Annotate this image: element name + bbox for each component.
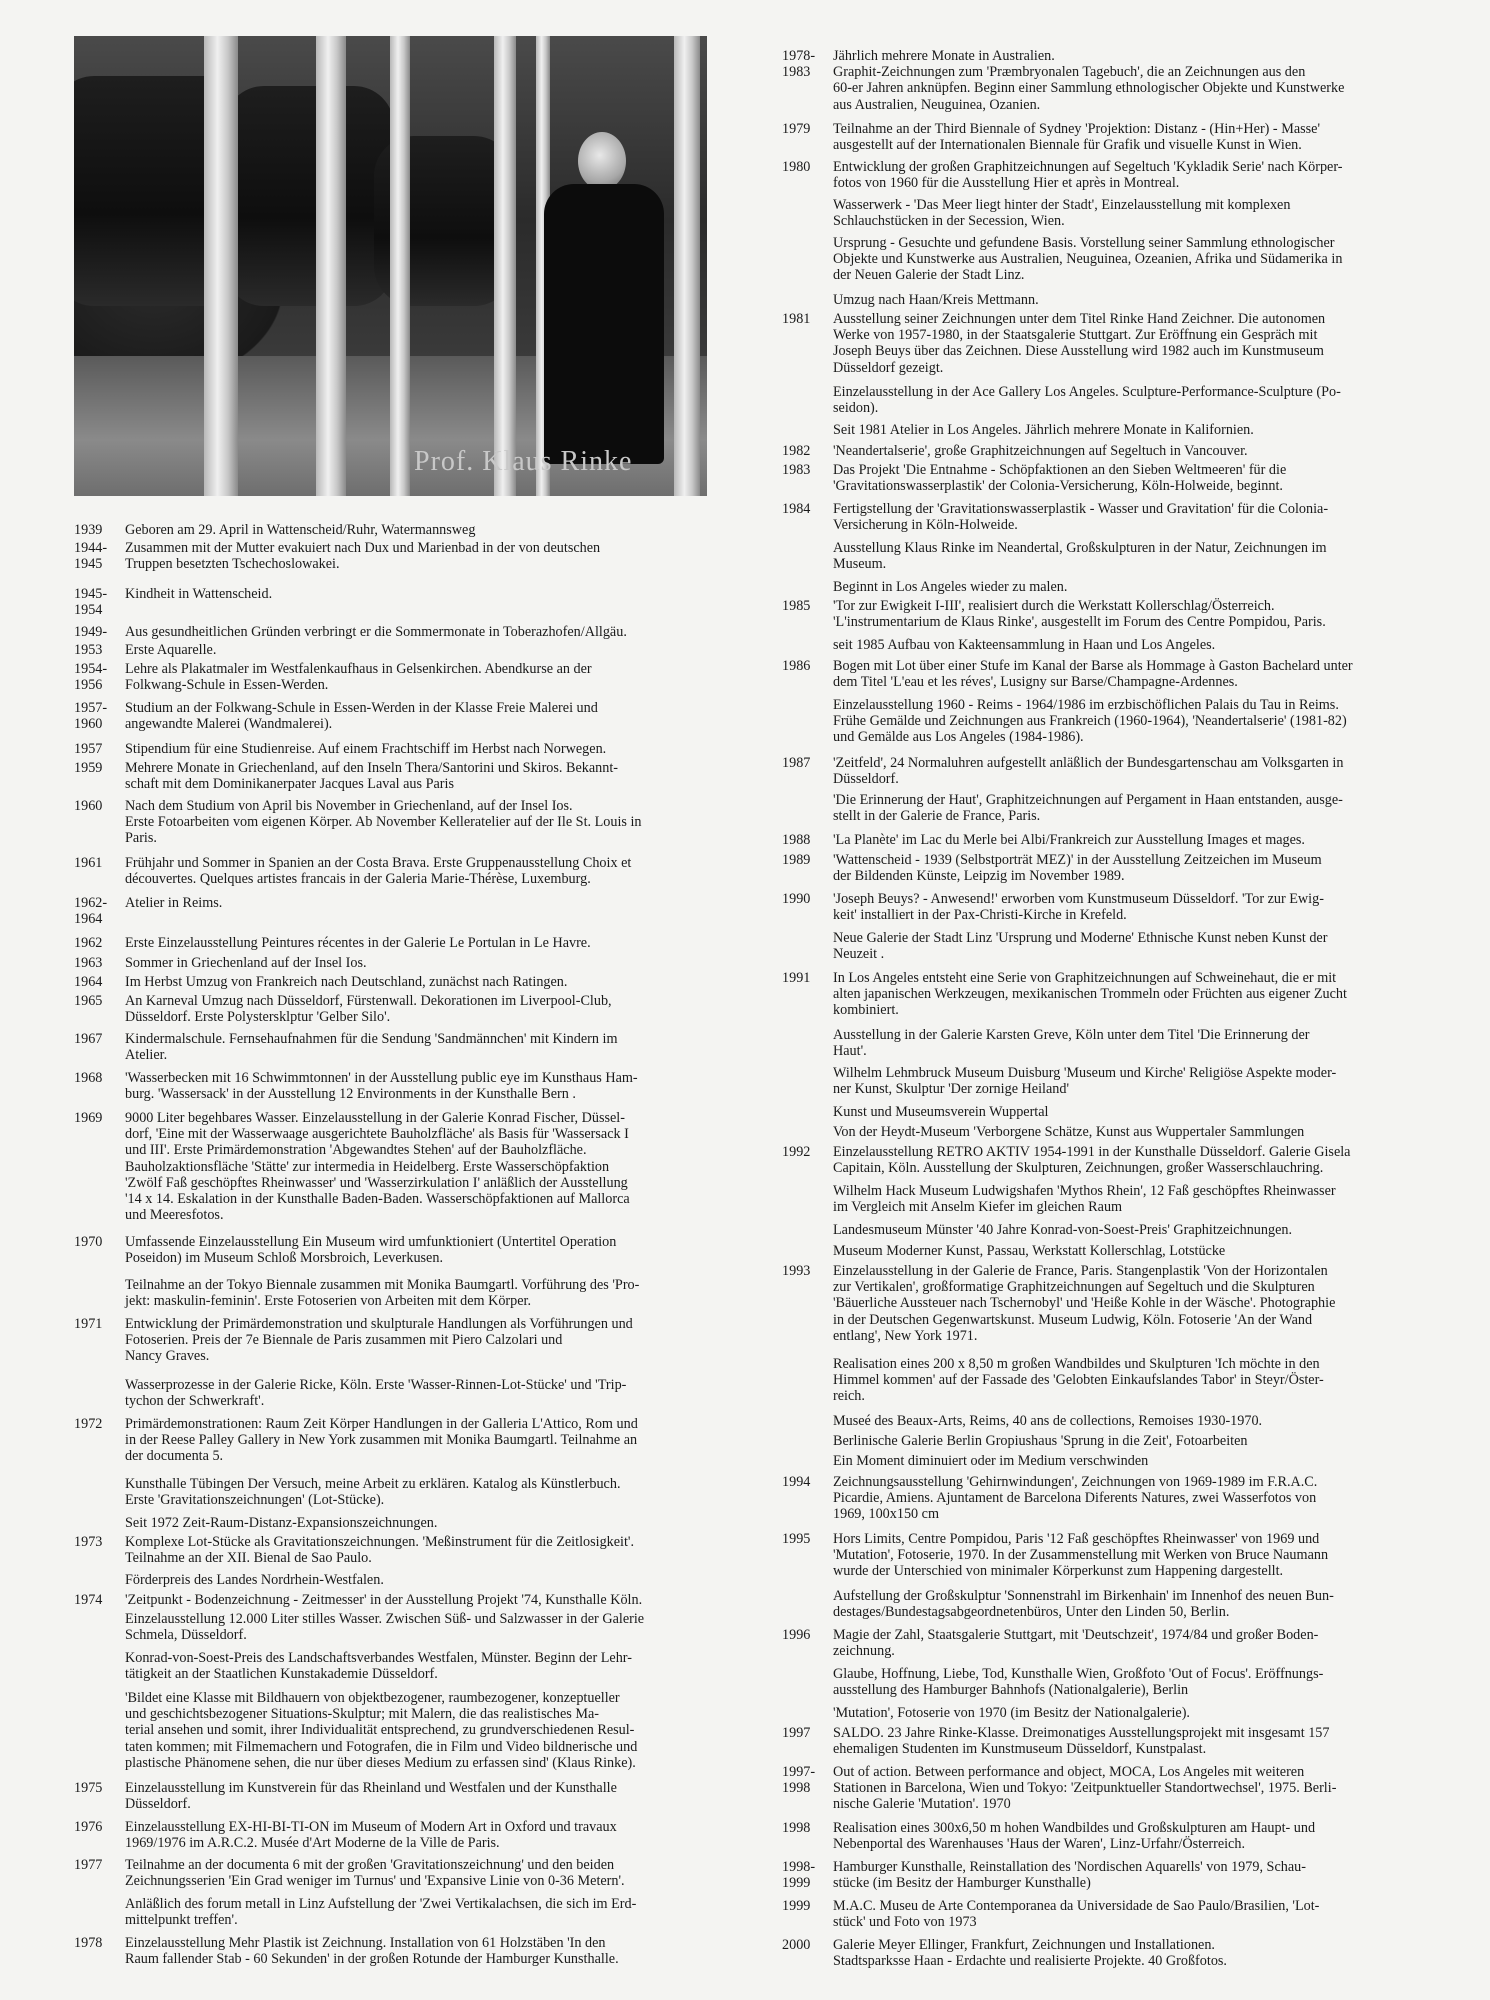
timeline-text: Zusammen mit der Mutter evakuiert nach Dux und Marienbad in der von deutschen Truppen besetzten Tschechoslowakei.	[125, 540, 601, 573]
timeline-text: 'Neandertalserie', große Graphitzeichnungen auf Segeltuch in Vancouver.	[833, 443, 1248, 459]
timeline-entry	[782, 1859, 1422, 1891]
timeline-text: Ausstellung in der Galerie Karsten Greve, Köln unter dem Titel 'Die Erinnerung der Haut'.	[833, 1027, 1310, 1060]
timeline-entry	[782, 579, 1422, 595]
timeline-entry	[74, 522, 714, 538]
timeline-text: Bogen mit Lot über einer Stufe im Kanal der Barse als Hommage à Gaston Bachelard unter dem Titel 'L'eau et les réves', Lusigny sur Barse/Champagne-Ardennes.	[833, 658, 1353, 691]
timeline-text: Stipendium für eine Studienreise. Auf einem Frachtschiff im Herbst nach Norwegen.	[125, 741, 607, 757]
timeline-text: Einzelausstellung 12.000 Liter stilles Wasser. Zwischen Süß- und Salzwasser in der Galerie Schmela, Düsseldorf.	[125, 1611, 645, 1644]
timeline-year: 1970	[74, 1234, 103, 1250]
timeline-entry	[782, 1144, 1422, 1176]
timeline-entry	[782, 1725, 1422, 1757]
timeline-entry	[782, 1413, 1422, 1429]
timeline-entry	[74, 1277, 714, 1309]
timeline-text: Einzelausstellung 1960 - Reims - 1964/1986 im erzbischöflichen Palais du Tau in Reims. Frühe Gemälde und Zeichnungen aus Frankreich (1960-1964), 'Neandertalserie' (1981-82) und Gemälde aus Los Angeles (1984-1986).	[833, 697, 1347, 746]
timeline-text: Anläßlich des forum metall in Linz Aufstellung der 'Zwei Vertikalachsen, die sich im Erd- mittelpunkt treffen'.	[125, 1896, 637, 1929]
timeline-entry	[782, 930, 1422, 962]
timeline-entry	[74, 700, 714, 732]
timeline-text: 'Zeitpunkt - Bodenzeichnung - Zeitmesser' in der Ausstellung Projekt '74, Kunsthalle Köln.	[125, 1592, 643, 1608]
timeline-text: Komplexe Lot-Stücke als Gravitationszeichnungen. 'Meßinstrument für die Zeitlosigkeit'. Teilnahme an der XII. Bienal de Sao Paulo.	[125, 1534, 635, 1567]
timeline-entry	[782, 443, 1422, 459]
timeline-entry	[74, 624, 714, 640]
timeline-year: 1957- 1960	[74, 700, 108, 733]
timeline-entry	[74, 1476, 714, 1508]
timeline-year: 1982	[782, 443, 811, 459]
birch-trunk	[204, 36, 238, 496]
timeline-entry	[782, 48, 1422, 113]
timeline-entry	[74, 1650, 714, 1682]
timeline-entry	[74, 642, 714, 658]
timeline-year: 1981	[782, 311, 811, 327]
timeline-text: Aufstellung der Großskulptur 'Sonnenstrahl im Birkenhain' im Innenhof des neuen Bun- destages/Bundestagsabgeordnetenbüros, Unter den Linden 50, Berlin.	[833, 1588, 1334, 1621]
timeline-text: Landesmuseum Münster '40 Jahre Konrad-von-Soest-Preis' Graphitzeichnungen.	[833, 1222, 1293, 1238]
timeline-year: 1971	[74, 1316, 103, 1332]
timeline-text: Einzelausstellung Mehr Plastik ist Zeichnung. Installation von 61 Holzstäben 'In den Raum fallender Stab - 60 Sekunden' in der großen Rotunde der Hamburger Kunsthalle.	[125, 1935, 619, 1968]
timeline-text: Umfassende Einzelausstellung Ein Museum wird umfunktioniert (Untertitel Operation Poseidon) im Museum Schloß Morsbroich, Leverkusen.	[125, 1234, 617, 1267]
timeline-year: 1977	[74, 1857, 103, 1873]
timeline-year: 1949-	[74, 624, 108, 640]
timeline-entry	[782, 311, 1422, 376]
timeline-entry	[74, 1534, 714, 1566]
timeline-entry	[782, 540, 1422, 572]
timeline-entry	[782, 422, 1422, 438]
timeline-entry	[782, 637, 1422, 653]
timeline-year: 1987	[782, 755, 811, 771]
timeline-text: Von der Heydt-Museum 'Verborgene Schätze, Kunst aus Wuppertaler Sammlungen	[833, 1124, 1305, 1140]
timeline-text: Wilhelm Hack Museum Ludwigshafen 'Mythos Rhein', 12 Faß geschöpftes Rheinwasser im Vergleich mit Anselm Kiefer im gleichen Raum	[833, 1183, 1336, 1216]
timeline-text: Geboren am 29. April in Wattenscheid/Ruhr, Watermannsweg	[125, 522, 476, 538]
person-figure	[544, 132, 664, 462]
timeline-entry	[74, 1572, 714, 1588]
timeline-entry	[782, 1222, 1422, 1238]
timeline-entry	[74, 1690, 714, 1771]
timeline-text: Teilnahme an der Third Biennale of Sydney 'Projektion: Distanz - (Hin+Her) - Masse' ausgestellt auf der Internationalen Biennale für Grafik und visuelle Kunst in Wien.	[833, 121, 1321, 154]
timeline-entry	[782, 852, 1422, 884]
timeline-text: Im Herbst Umzug von Frankreich nach Deutschland, zunächst nach Ratingen.	[125, 974, 568, 990]
timeline-text: Kunst und Museumsverein Wuppertal	[833, 1104, 1049, 1120]
timeline-entry	[74, 1896, 714, 1928]
timeline-entry	[782, 1183, 1422, 1215]
timeline-text: Atelier in Reims.	[125, 895, 223, 911]
timeline-text: M.A.C. Museu de Arte Contemporanea da Universidade de Sao Paulo/Brasilien, 'Lot- stück' und Foto von 1973	[833, 1898, 1320, 1931]
timeline-entry	[74, 993, 714, 1025]
timeline-entry	[74, 1110, 714, 1223]
timeline-text: Wasserwerk - 'Das Meer liegt hinter der Stadt', Einzelausstellung mit komplexen Schlauchstücken in der Secession, Wien.	[833, 197, 1291, 230]
person-body	[544, 184, 664, 464]
timeline-text: Einzelausstellung in der Ace Gallery Los Angeles. Sculpture-Performance-Sculpture (Po- seidon).	[833, 384, 1341, 417]
timeline-entry	[74, 955, 714, 971]
timeline-year: 1997	[782, 1725, 811, 1741]
timeline-entry	[74, 798, 714, 847]
timeline-entry	[782, 1433, 1422, 1449]
timeline-text: 'Wasserbecken mit 16 Schwimmtonnen' in der Ausstellung public eye im Kunsthaus Ham- burg. 'Wassersack' in der Ausstellung 12 Environments in der Kunsthalle Bern .	[125, 1070, 638, 1103]
timeline-text: Wasserprozesse in der Galerie Ricke, Köln. Erste 'Wasser-Rinnen-Lot-Stücke' und 'Trip- tychon der Schwerkraft'.	[125, 1377, 627, 1410]
timeline-entry	[782, 501, 1422, 533]
timeline-text: Hors Limits, Centre Pompidou, Paris '12 Faß geschöpftes Rheinwasser' von 1969 und 'Mutation', Fotoserie, 1970. In der Zusammenstellung mit Werken von Bruce Naumann wurde der Unterschied von minimaler Körperkunst zum Happening dargestellt.	[833, 1531, 1329, 1580]
timeline-year: 1960	[74, 798, 103, 814]
timeline-year: 1957	[74, 741, 103, 757]
timeline-year: 1964	[74, 974, 103, 990]
timeline-entry	[74, 540, 714, 572]
birch-trunk	[316, 36, 346, 496]
timeline-entry	[74, 1234, 714, 1266]
timeline-year: 1944- 1945	[74, 540, 108, 573]
timeline-text: Seit 1972 Zeit-Raum-Distanz-Expansionszeichnungen.	[125, 1515, 438, 1531]
timeline-text: Berlinische Galerie Berlin Gropiushaus 'Sprung in die Zeit', Fotoarbeiten	[833, 1433, 1248, 1449]
timeline-text: Neue Galerie der Stadt Linz 'Ursprung und Moderne' Ethnische Kunst neben Kunst der Neuzeit .	[833, 930, 1328, 963]
timeline-entry	[782, 970, 1422, 1019]
timeline-entry	[74, 1592, 714, 1608]
timeline-entry	[782, 658, 1422, 690]
timeline-text: Einzelausstellung EX-HI-BI-TI-ON im Museum of Modern Art in Oxford und travaux 1969/1976 im A.R.C.2. Musée d'Art Moderne de la Ville de Paris.	[125, 1819, 617, 1852]
timeline-year: 1962	[74, 935, 103, 951]
timeline-entry	[74, 661, 714, 693]
timeline-text: Teilnahme an der documenta 6 mit der großen 'Gravitationszeichnung' und den beiden Zeichnungsserien 'Ein Grad weniger im Turnus' und 'Expansive Linie von 0-36 Metern'.	[125, 1857, 625, 1890]
timeline-entry	[782, 1820, 1422, 1852]
timeline-text: Studium an der Folkwang-Schule in Essen-Werden in der Klasse Freie Malerei und angewandte Malerei (Wandmalerei).	[125, 700, 598, 733]
timeline-entry	[782, 1243, 1422, 1259]
timeline-text: In Los Angeles entsteht eine Serie von Graphitzeichnungen auf Schweinehaut, die er mit alten japanischen Werkzeugen, mexikanischen Trommeln oder Früchten aus eigener Zucht kombiniert.	[833, 970, 1347, 1019]
timeline-year: 1991	[782, 970, 811, 986]
timeline-entry	[74, 1935, 714, 1967]
timeline-entry	[782, 1898, 1422, 1930]
timeline-text: SALDO. 23 Jahre Rinke-Klasse. Dreimonatiges Ausstellungsprojekt mit insgesamt 157 ehemaligen Studenten im Kunstmuseum Düsseldorf, Kunstpalast.	[833, 1725, 1330, 1758]
timeline-year: 1959	[74, 760, 103, 776]
timeline-entry	[74, 935, 714, 951]
timeline-entry	[782, 832, 1422, 848]
timeline-year: 1961	[74, 855, 103, 871]
timeline-entry	[782, 121, 1422, 153]
timeline-text: Entwicklung der großen Graphitzeichnungen auf Segeltuch 'Kykladik Serie' nach Körper- fotos von 1960 für die Ausstellung Hier et après in Montreal.	[833, 159, 1343, 192]
timeline-entry	[782, 1705, 1422, 1721]
timeline-entry	[782, 891, 1422, 923]
timeline-entry	[74, 1611, 714, 1643]
timeline-year: 1992	[782, 1144, 811, 1160]
timeline-year: 2000	[782, 1937, 811, 1953]
timeline-year: 1968	[74, 1070, 103, 1086]
black-tank-shape	[224, 86, 394, 306]
timeline-text: Einzelausstellung im Kunstverein für das Rheinland und Westfalen und der Kunsthalle Düsseldorf.	[125, 1780, 617, 1813]
timeline-text: Ausstellung Klaus Rinke im Neandertal, Großskulpturen in der Natur, Zeichnungen im Museum.	[833, 540, 1327, 573]
timeline-text: 9000 Liter begehbares Wasser. Einzelausstellung in der Galerie Konrad Fischer, Düssel- dorf, 'Eine mit der Wasserwaage ausgerichtete Bauholzfläche' als Basis für 'Wassersack I und III'. Erste Primärdemonstration 'Abgewandtes Stehen' auf der Bauholzfläche. Bauholzaktionsfläche 'Stätte' zur intermedia in Heidelberg. Erste Wasserschöpfaktion 'Zwölf Faß geschöpftes Rheinwasser' und 'Wasserzirkulation I' anläßlich der Ausstellung '14 x 14. Eskalation in der Kunsthalle Baden-Baden. Wasserschöpfaktionen auf Mallorca und Meeresfotos.	[125, 1110, 630, 1224]
timeline-year: 1999	[782, 1898, 811, 1914]
timeline-text: 'Mutation', Fotoserie von 1970 (im Besitz der Nationalgalerie).	[833, 1705, 1190, 1721]
timeline-text: Frühjahr und Sommer in Spanien an der Costa Brava. Erste Gruppenausstellung Choix et découvertes. Quelques artistes francais in der Galeria Marie-Thérèse, Luxemburg.	[125, 855, 632, 888]
timeline-year: 1965	[74, 993, 103, 1009]
timeline-year: 1994	[782, 1474, 811, 1490]
timeline-year: 1973	[74, 1534, 103, 1550]
timeline-entry	[74, 855, 714, 887]
person-head	[578, 132, 626, 190]
timeline-entry	[782, 1666, 1422, 1698]
timeline-year: 1969	[74, 1110, 103, 1126]
timeline-year: 1974	[74, 1592, 103, 1608]
timeline-entry	[782, 1124, 1422, 1140]
timeline-entry	[782, 1764, 1422, 1813]
timeline-entry	[782, 1356, 1422, 1405]
timeline-entry	[782, 159, 1422, 191]
timeline-entry	[782, 292, 1422, 308]
timeline-entry	[782, 1453, 1422, 1469]
timeline-entry	[782, 197, 1422, 229]
timeline-text: Förderpreis des Landes Nordrhein-Westfalen.	[125, 1572, 384, 1588]
timeline-text: Beginnt in Los Angeles wieder zu malen.	[833, 579, 1068, 595]
timeline-year: 1989	[782, 852, 811, 868]
timeline-text: Sommer in Griechenland auf der Insel Ios.	[125, 955, 367, 971]
birch-trunk	[494, 36, 516, 496]
timeline-text: Realisation eines 200 x 8,50 m großen Wandbildes und Skulpturen 'Ich möchte in den Himmel kommen' auf der Fassade des 'Gelobten Einkaufslandes Tabor' in Steyr/Öster- reich.	[833, 1356, 1324, 1405]
photo-caption: Prof. Klaus Rinke	[414, 446, 633, 477]
timeline-year: 1975	[74, 1780, 103, 1796]
timeline-entry	[782, 384, 1422, 416]
timeline-text: 'Bildet eine Klasse mit Bildhauern von objektbezogener, raumbezogener, konzeptueller und geschichtsbezogener Situations-Skulptur; mit Malern, die das realistisches Ma- terial ansehen und somit, ihrer Individualität entsprechend, zu grundverschiedenen Resul- taten kommen; mit Filmemachern und Fotografen, die in Film und Video bildnerische und plastische Phänomene sehen, die nur über dieses Medium zu erfassen sind' (Klaus Rinke).	[125, 1690, 638, 1771]
timeline-year: 1984	[782, 501, 811, 517]
timeline-entry	[74, 1857, 714, 1889]
timeline-entry	[782, 1531, 1422, 1580]
timeline-text: Zeichnungsausstellung 'Gehirnwindungen', Zeichnungen von 1969-1989 im F.R.A.C. Picardie, Amiens. Ajuntament de Barcelona Diferents Natures, zwei Wasserfotos von 1969, 100x150 cm	[833, 1474, 1318, 1523]
timeline-entry	[74, 974, 714, 990]
timeline-text: 'Wattenscheid - 1939 (Selbstporträt MEZ)' in der Ausstellung Zeitzeichen im Museum der Bildenden Künste, Leipzig im November 1989.	[833, 852, 1322, 885]
timeline-text: Primärdemonstrationen: Raum Zeit Körper Handlungen in der Galleria L'Attico, Rom und in der Reese Palley Gallery in New York zusammen mit Monika Baumgartl. Teilnahme an der documenta 5.	[125, 1416, 638, 1465]
timeline-year: 1945- 1954	[74, 586, 108, 619]
timeline-text: Out of action. Between performance and object, MOCA, Los Angeles mit weiteren Stationen in Barcelona, Wien und Tokyo: 'Zeitpunktueller Standortwechsel', 1975. Berli- nische Galerie 'Mutation'. 1970	[833, 1764, 1337, 1813]
portrait-photo	[74, 36, 707, 496]
timeline-year: 1998	[782, 1820, 811, 1836]
birch-trunk	[674, 36, 700, 496]
timeline-year: 1976	[74, 1819, 103, 1835]
timeline-year: 1963	[74, 955, 103, 971]
timeline-text: Das Projekt 'Die Entnahme - Schöpfaktionen an den Sieben Weltmeeren' für die 'Gravitationswasserplastik' der Colonia-Versicherung, Köln-Holweide, beginnt.	[833, 462, 1287, 495]
timeline-text: Ursprung - Gesuchte und gefundene Basis. Vorstellung seiner Sammlung ethnologischer Objekte und Kunstwerke aus Australien, Neuguinea, Ozeanien, Afrika und Südamerika in der Neuen Galerie der Stadt Linz.	[833, 235, 1343, 284]
timeline-text: Wilhelm Lehmbruck Museum Duisburg 'Museum und Kirche' Religiöse Aspekte moder- ner Kunst, Skulptur 'Der zornige Heiland'	[833, 1065, 1337, 1098]
timeline-year: 1939	[74, 522, 103, 538]
timeline-text: Jährlich mehrere Monate in Australien. Graphit-Zeichnungen zum 'Præmbryonalen Tagebuch', die an Zeichnungen aus den 60-er Jahren anknüpfen. Beginn einer Sammlung ethnologischer Objekte und Kunstwerke aus Australien, Neuguinea, Ozanien.	[833, 48, 1345, 113]
timeline-year: 1995	[782, 1531, 811, 1547]
timeline-entry	[782, 1065, 1422, 1097]
timeline-entry	[782, 598, 1422, 630]
timeline-entry	[782, 1474, 1422, 1523]
timeline-entry	[74, 741, 714, 757]
timeline-entry	[782, 697, 1422, 746]
timeline-text: Einzelausstellung RETRO AKTIV 1954-1991 in der Kunsthalle Düsseldorf. Galerie Gisela Capitain, Köln. Ausstellung der Skulpturen, Zeichnungen, großer Wasserschlauchring.	[833, 1144, 1351, 1177]
timeline-year: 1997- 1998	[782, 1764, 816, 1797]
timeline-text: Aus gesundheitlichen Gründen verbringt er die Sommermonate in Toberazhofen/Allgäu.	[125, 624, 627, 640]
timeline-text: 'Tor zur Ewigkeit I-III', realisiert durch die Werkstatt Kollerschlag/Österreich. 'L'instrumentarium de Klaus Rinke', ausgestellt im Forum des Centre Pompidou, Paris.	[833, 598, 1326, 631]
timeline-entry	[74, 895, 714, 928]
timeline-entry	[74, 1515, 714, 1531]
timeline-entry	[782, 1263, 1422, 1344]
timeline-year: 1983	[782, 462, 811, 478]
timeline-entry	[74, 760, 714, 792]
timeline-year: 1967	[74, 1031, 103, 1047]
timeline-text: Kindheit in Wattenscheid.	[125, 586, 273, 602]
timeline-text: seit 1985 Aufbau von Kakteensammlung in Haan und Los Angeles.	[833, 637, 1216, 653]
timeline-text: Lehre als Plakatmaler im Westfalenkaufhaus in Gelsenkirchen. Abendkurse an der Folkwang-Schule in Essen-Werden.	[125, 661, 592, 694]
timeline-text: Magie der Zahl, Staatsgalerie Stuttgart, mit 'Deutschzeit', 1974/84 und großer Boden- zeichnung.	[833, 1627, 1319, 1660]
timeline-year: 1985	[782, 598, 811, 614]
timeline-year: 1954- 1956	[74, 661, 108, 694]
timeline-text: Museum Moderner Kunst, Passau, Werkstatt Kollerschlag, Lotstücke	[833, 1243, 1226, 1259]
timeline-year: 1988	[782, 832, 811, 848]
timeline-entry	[782, 1627, 1422, 1659]
timeline-year: 1986	[782, 658, 811, 674]
timeline-text: Kindermalschule. Fernsehaufnahmen für die Sendung 'Sandmännchen' mit Kindern im Atelier.	[125, 1031, 618, 1064]
timeline-entry	[782, 1937, 1422, 1969]
timeline-text: Umzug nach Haan/Kreis Mettmann.	[833, 292, 1039, 308]
timeline-text: Einzelausstellung in der Galerie de France, Paris. Stangenplastik 'Von der Horizontalen zur Vertikalen', großformatige Graphitzeichnungen auf Segeltuch und die Skulpturen 'Bäuerliche Aussteuer nach Tschernobyl' und 'Heiße Kohle in der Wäsche'. Photographie in der Deutschen Gegenwartskunst. Museum Ludwig, Köln. Fotoserie 'An der Wand entlang', New York 1971.	[833, 1263, 1336, 1344]
timeline-year: 1980	[782, 159, 811, 175]
timeline-year: 1962- 1964	[74, 895, 108, 928]
timeline-text: Nach dem Studium von April bis November in Griechenland, auf der Insel Ios. Erste Fotoarbeiten vom eigenen Körper. Ab November Kelleratelier auf der Ile St. Louis in Paris.	[125, 798, 642, 847]
timeline-text: 'Die Erinnerung der Haut', Graphitzeichnungen auf Pergament in Haan entstanden, ausge- stellt in der Galerie de France, Paris.	[833, 792, 1343, 825]
timeline-year: 1972	[74, 1416, 103, 1432]
timeline-entry	[74, 1819, 714, 1851]
timeline-text: Kunsthalle Tübingen Der Versuch, meine Arbeit zu erklären. Katalog als Künstlerbuch. Erste 'Gravitationszeichnungen' (Lot-Stücke).	[125, 1476, 621, 1509]
timeline-text: Erste Einzelausstellung Peintures récentes in der Galerie Le Portulan in Le Havre.	[125, 935, 591, 951]
timeline-year: 1953	[74, 642, 103, 658]
timeline-year: 1978	[74, 1935, 103, 1951]
timeline-text: Ein Moment diminuiert oder im Medium verschwinden	[833, 1453, 1149, 1469]
timeline-text: Glaube, Hoffnung, Liebe, Tod, Kunsthalle Wien, Großfoto 'Out of Focus'. Eröffnungs- ausstellung des Hamburger Bahnhofs (Nationalgalerie), Berlin	[833, 1666, 1324, 1699]
timeline-text: Museé des Beaux-Arts, Reims, 40 ans de collections, Remoises 1930-1970.	[833, 1413, 1263, 1429]
timeline-text: Fertigstellung der 'Gravitationswasserplastik - Wasser und Gravitation' für die Colonia- Versicherung in Köln-Holweide.	[833, 501, 1329, 534]
timeline-text: 'Zeitfeld', 24 Normaluhren aufgestellt anläßlich der Bundesgartenschau am Volksgarten in Düsseldorf.	[833, 755, 1344, 788]
timeline-text: 'La Planète' im Lac du Merle bei Albi/Frankreich zur Ausstellung Images et mages.	[833, 832, 1305, 848]
timeline-text: Mehrere Monate in Griechenland, auf den Inseln Thera/Santorini und Skiros. Bekannt- schaft mit dem Dominikanerpater Jacques Laval aus Paris	[125, 760, 619, 793]
timeline-text: Teilnahme an der Tokyo Biennale zusammen mit Monika Baumgartl. Vorführung des 'Pro- jekt: maskulin-feminin'. Erste Fotoserien von Arbeiten mit dem Körper.	[125, 1277, 640, 1310]
timeline-entry	[74, 1416, 714, 1465]
timeline-entry	[782, 1104, 1422, 1120]
timeline-entry	[782, 755, 1422, 787]
timeline-entry	[782, 1027, 1422, 1059]
timeline-entry	[74, 586, 714, 619]
timeline-text: Realisation eines 300x6,50 m hohen Wandbildes und Großskulpturen am Haupt- und Nebenportal des Warenhauses 'Haus der Waren', Linz-Urfahr/Österreich.	[833, 1820, 1316, 1853]
timeline-entry	[74, 1031, 714, 1063]
timeline-entry	[74, 1316, 714, 1365]
timeline-text: Entwicklung der Primärdemonstration und skulpturale Handlungen als Vorführungen und Fotoserien. Preis der 7e Biennale de Paris zusammen mit Piero Calzolari und Nancy Graves.	[125, 1316, 633, 1365]
timeline-entry	[782, 1588, 1422, 1620]
timeline-text: Erste Aquarelle.	[125, 642, 217, 658]
timeline-year: 1998- 1999	[782, 1859, 816, 1892]
timeline-entry	[74, 1780, 714, 1812]
timeline-entry	[782, 792, 1422, 824]
timeline-text: Konrad-von-Soest-Preis des Landschaftsverbandes Westfalen, Münster. Beginn der Lehr- tätigkeit an der Staatlichen Kunstakademie Düsseldorf.	[125, 1650, 632, 1683]
timeline-text: Seit 1981 Atelier in Los Angeles. Jährlich mehrere Monate in Kalifornien.	[833, 422, 1254, 438]
timeline-year: 1993	[782, 1263, 811, 1279]
timeline-entry	[782, 235, 1422, 284]
timeline-text: 'Joseph Beuys? - Anwesend!' erworben vom Kunstmuseum Düsseldorf. 'Tor zur Ewig- keit' installiert in der Pax-Christi-Kirche in Krefeld.	[833, 891, 1324, 924]
timeline-entry	[782, 462, 1422, 494]
timeline-year: 1996	[782, 1627, 811, 1643]
timeline-text: Ausstellung seiner Zeichnungen unter dem Titel Rinke Hand Zeichner. Die autonomen Werke von 1957-1980, in der Staatsgalerie Stuttgart. Zur Eröffnung ein Gespräch mit Joseph Beuys über das Zeichnen. Diese Ausstellung wird 1982 auch im Kunstmuseum Düsseldorf gezeigt.	[833, 311, 1326, 376]
timeline-year: 1978- 1983	[782, 48, 816, 81]
birch-trunk	[390, 36, 410, 496]
timeline-entry	[74, 1377, 714, 1409]
timeline-year: 1979	[782, 121, 811, 137]
timeline-text: Hamburger Kunsthalle, Reinstallation des 'Nordischen Aquarells' von 1979, Schau- stücke (im Besitz der Hamburger Kunsthalle)	[833, 1859, 1306, 1892]
timeline-entry	[74, 1070, 714, 1102]
timeline-text: Galerie Meyer Ellinger, Frankfurt, Zeichnungen und Installationen. Stadtsparksse Haan - Erdachte und realisierte Projekte. 40 Großfotos.	[833, 1937, 1227, 1970]
timeline-text: An Karneval Umzug nach Düsseldorf, Fürstenwall. Dekorationen im Liverpool-Club, Düsseldorf. Erste Polystersklptur 'Gelber Silo'.	[125, 993, 612, 1026]
timeline-year: 1990	[782, 891, 811, 907]
